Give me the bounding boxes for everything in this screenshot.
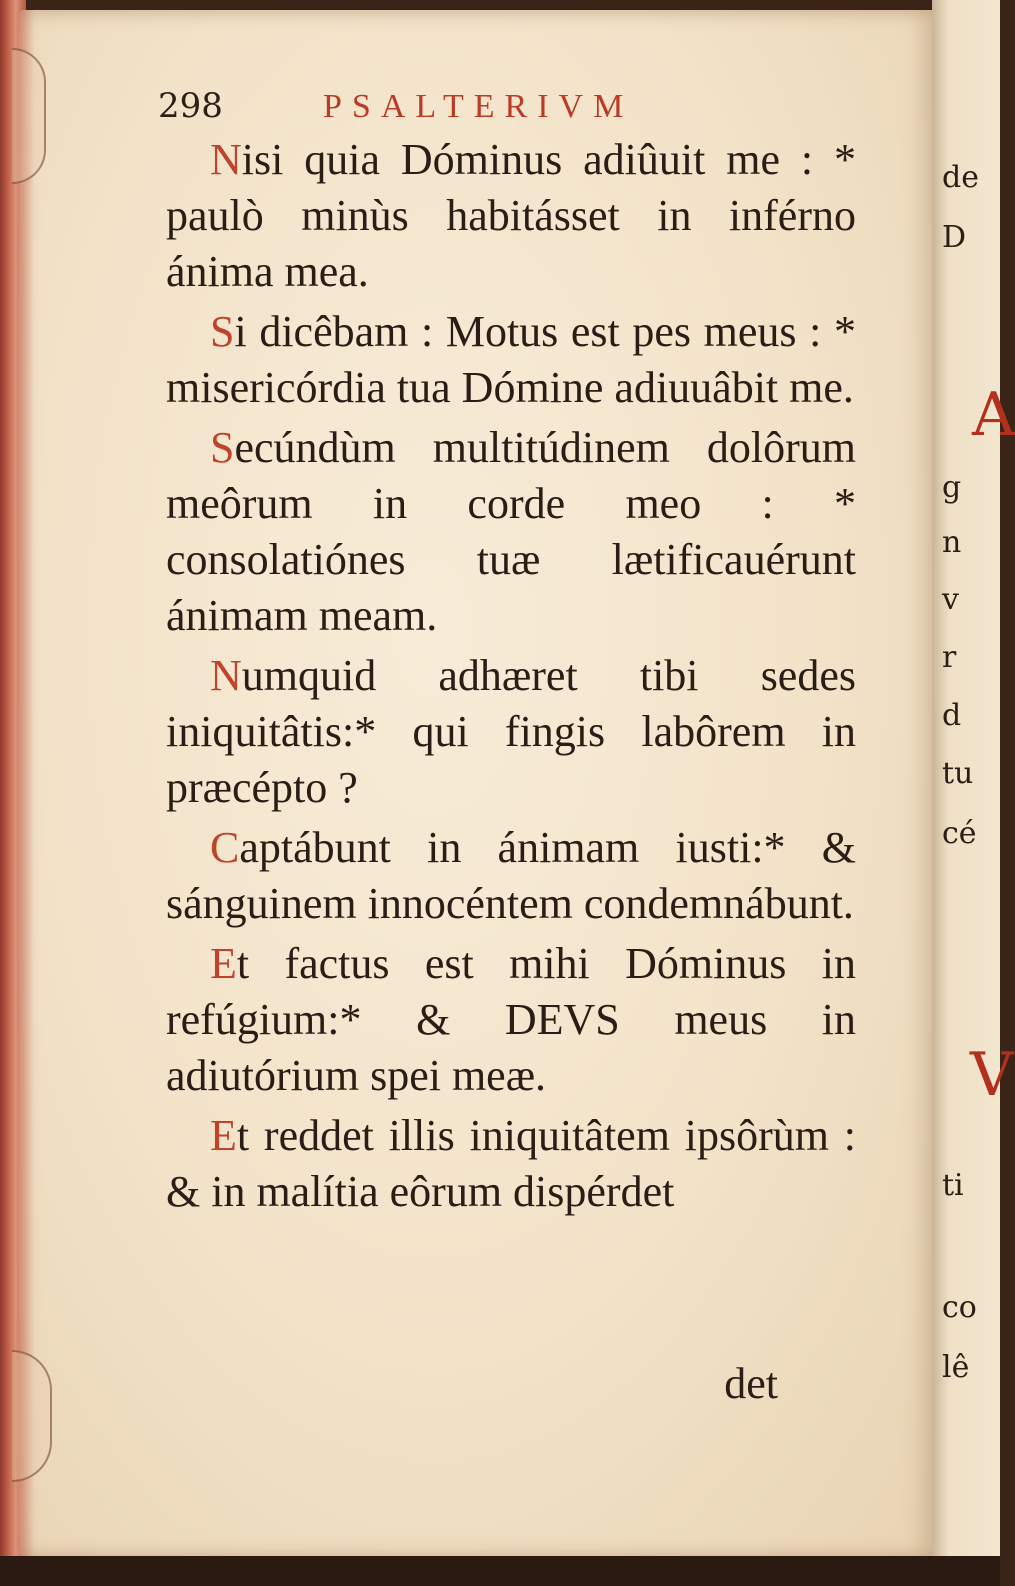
facing-page-fragment: ti <box>942 1168 964 1203</box>
psalm-text <box>166 132 856 1224</box>
page-clip-top <box>12 48 46 184</box>
facing-page-fragment: n <box>942 525 962 560</box>
facing-page-edge <box>932 0 1015 1586</box>
verse-text: t factus est mihi Dóminus in refúgium:* & DEVS meus in adiutórium spei meæ. <box>166 939 856 1100</box>
running-head <box>158 80 718 130</box>
facing-page-fragment: D <box>942 220 967 255</box>
facing-page-fragment: v <box>942 582 959 617</box>
verse-initial: S <box>210 423 235 472</box>
verse-text: aptábunt in ánimam iusti:* & sánguinem innocéntem condemnábunt. <box>166 823 856 928</box>
facing-page-fragment: cé <box>942 816 977 851</box>
page-clip-bottom <box>12 1350 52 1482</box>
verse-text: t reddet illis iniquitâtem ipsôrùm : & in malítia eôrum dispérdet <box>166 1111 856 1216</box>
facing-page-fragment: tu <box>942 756 974 791</box>
facing-page-red-initial: V <box>970 1040 1014 1110</box>
book-bottom-edge <box>0 1556 1000 1586</box>
verse <box>166 304 856 416</box>
facing-page-fragment: de <box>942 160 979 195</box>
book-page <box>18 10 938 1558</box>
verse-text: ecúndùm multitúdinem dolôrum meôrum in corde meo : * consolatiónes tuæ lætificauérunt ánimam meam. <box>166 423 856 640</box>
running-title: PSALTERIVM <box>323 88 634 125</box>
facing-page-fragment: r <box>942 640 957 675</box>
verse <box>166 936 856 1104</box>
verse-text: i dicêbam : Motus est pes meus : * misericórdia tua Dómine adiuuâbit me. <box>166 307 856 412</box>
verse-initial: N <box>210 651 242 700</box>
page-number: 298 <box>158 86 223 126</box>
facing-page-fragment: co <box>942 1290 977 1325</box>
verse <box>166 132 856 300</box>
verse-initial: E <box>210 1111 237 1160</box>
verse-initial: N <box>210 135 242 184</box>
verse-text: isi quia Dóminus adiûuit me : * paulò minùs habitásset in inférno ánima mea. <box>166 135 856 296</box>
verse-initial: C <box>210 823 240 872</box>
verse <box>166 420 856 644</box>
facing-page-fragment: g <box>942 470 962 505</box>
facing-page-fragment: lê <box>942 1350 970 1385</box>
verse <box>166 1108 856 1220</box>
facing-page-red-initial: A <box>972 380 1015 450</box>
facing-page-fragment: d <box>942 698 962 733</box>
verse <box>166 648 856 816</box>
verse-initial: E <box>210 939 237 988</box>
verse-text: umquid adhæret tibi sedes iniquitâtis:* qui fingis labôrem in præcépto ? <box>166 651 856 812</box>
verse <box>166 820 856 932</box>
verse-initial: S <box>210 307 235 356</box>
catchword: det <box>724 1359 778 1408</box>
